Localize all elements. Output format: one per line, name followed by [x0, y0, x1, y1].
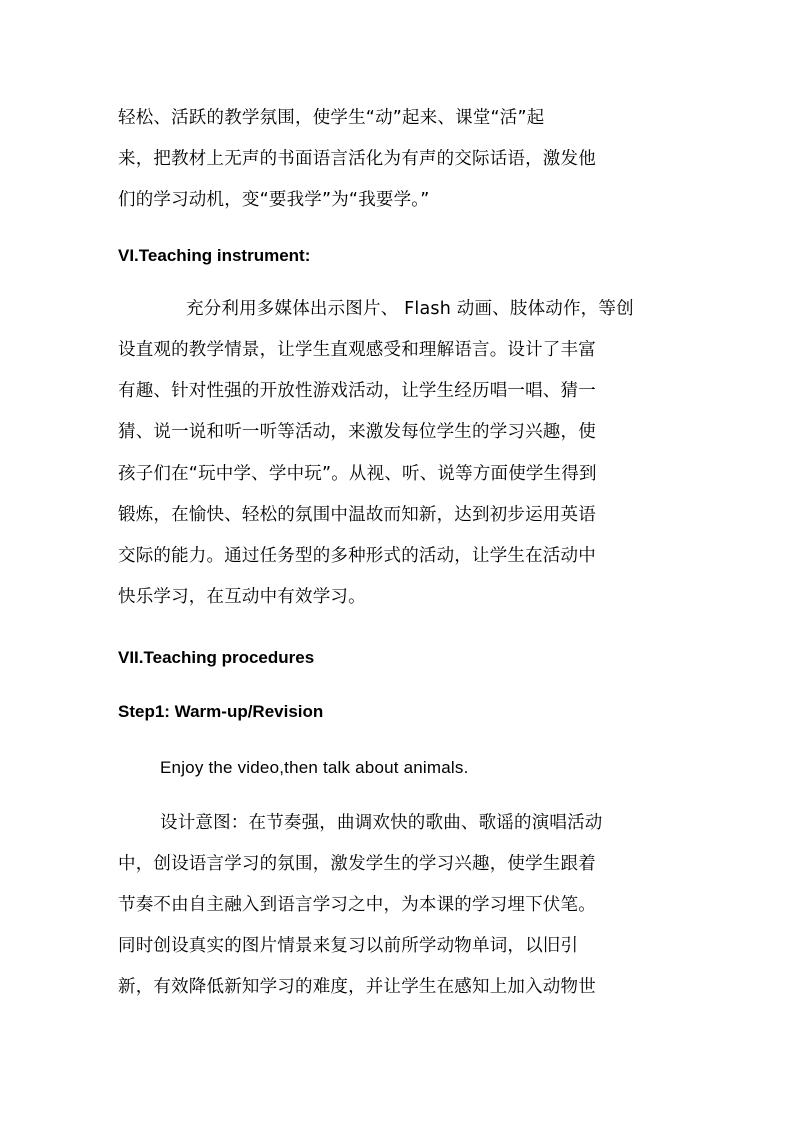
section-6-line-5: 孩子们在“玩中学、学中玩”。从视、听、说等方面使学生得到 — [118, 464, 597, 484]
step-1-line-5: 新，有效降低新知学习的难度，并让学生在感知上加入动物世 — [118, 977, 596, 997]
step-1-heading: Step1: Warm-up/Revision — [118, 702, 324, 721]
step-1-line-2: 中，创设语言学习的氛围，激发学生的学习兴趣，使学生跟着 — [118, 854, 596, 874]
section-6-line-3: 有趣、针对性强的开放性游戏活动，让学生经历唱一唱、猜一 — [118, 381, 596, 401]
intro-line-3: 们的学习动机，变“要我学”为“我要学。” — [118, 190, 430, 210]
intro-line-2: 来，把教材上无声的书面语言活化为有声的交际话语，激发他 — [118, 149, 596, 169]
intro-line-1: 轻松、活跃的教学氛围，使学生“动”起来、课堂“活”起 — [118, 108, 545, 128]
section-6-line-4: 猜、说一说和听一听等活动，来激发每位学生的学习兴趣，使 — [118, 422, 596, 442]
section-6-heading: VI.Teaching instrument: — [118, 246, 311, 265]
section-6-line-2: 设直观的教学情景，让学生直观感受和理解语言。设计了丰富 — [118, 340, 596, 360]
section-7-heading: VII.Teaching procedures — [118, 648, 315, 667]
step-1-instruction: Enjoy the video,then talk about animals. — [160, 758, 469, 777]
section-6-line-8: 快乐学习，在互动中有效学习。 — [118, 587, 366, 607]
section-6-line-6: 锻炼，在愉快、轻松的氛围中温故而知新，达到初步运用英语 — [118, 505, 596, 525]
section-6-line-1: 充分利用多媒体出示图片、 Flash 动画、肢体动作，等创 — [186, 299, 634, 319]
step-1-line-1: 设计意图：在节奏强，曲调欢快的歌曲、歌谣的演唱活动 — [160, 813, 603, 833]
step-1-line-3: 节奏不由自主融入到语言学习之中，为本课的学习埋下伏笔。 — [118, 895, 596, 915]
step-1-line-4: 同时创设真实的图片情景来复习以前所学动物单词，以旧引 — [118, 936, 579, 956]
section-6-line-7: 交际的能力。通过任务型的多种形式的活动，让学生在活动中 — [118, 546, 596, 566]
